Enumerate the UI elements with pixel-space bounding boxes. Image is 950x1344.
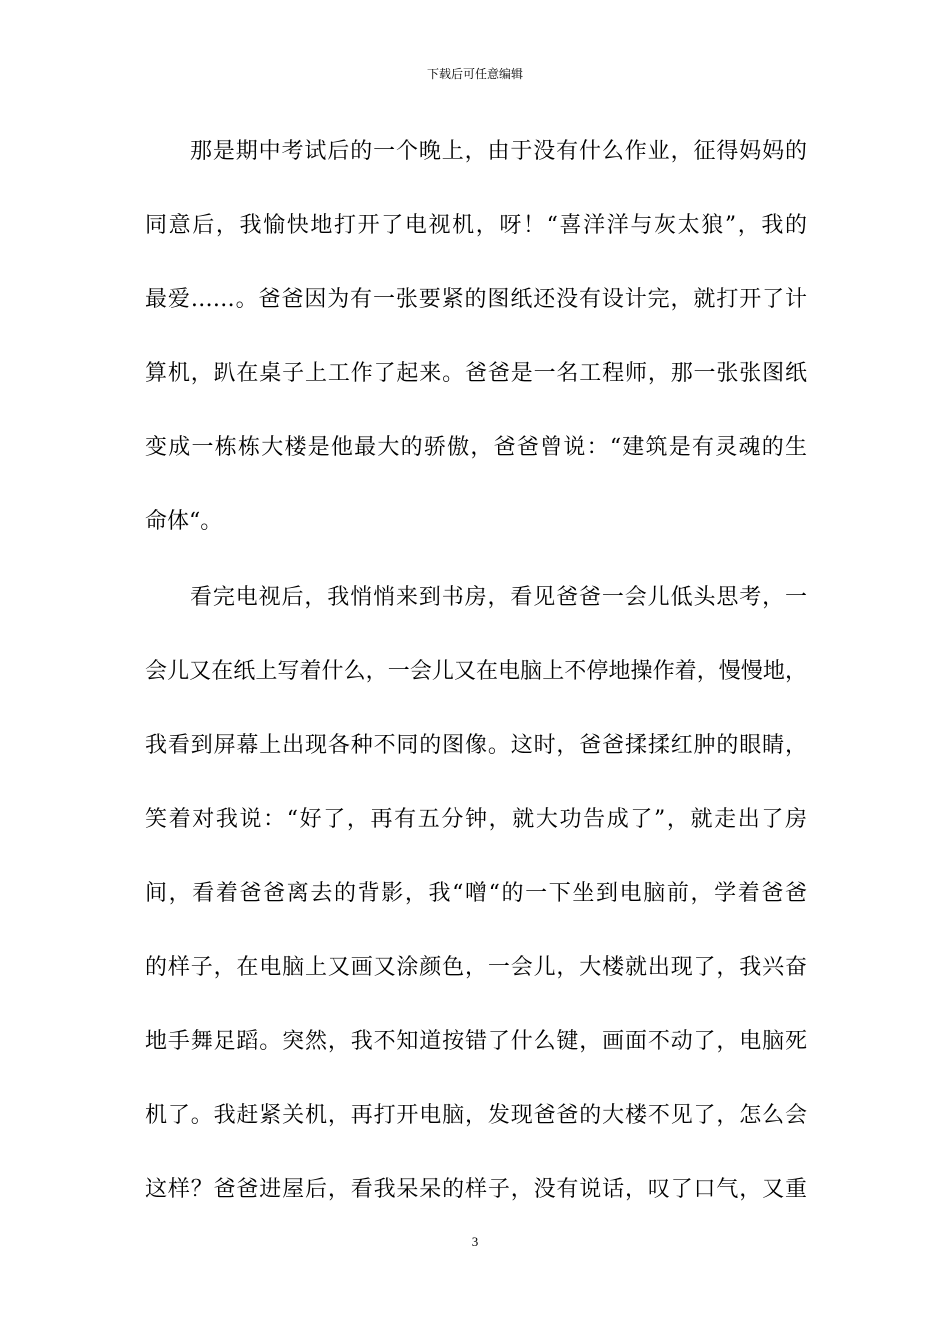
paragraph-1-line-5: 变成一栋栋大楼是他最大的骄傲，爸爸曾说：“建筑是有灵魂的生 <box>145 435 807 460</box>
paragraph-1-line-6: 命体“。 <box>145 509 223 534</box>
page-header: 下载后可任意编辑 <box>426 67 523 81</box>
paragraph-2-line-2: 会儿又在纸上写着什么，一会儿又在电脑上不停地操作着，慢慢地， <box>145 659 807 684</box>
paragraph-1-line-3: 最爱……。爸爸因为有一张要紧的图纸还没有设计完，就打开了计 <box>145 287 807 312</box>
paragraph-2-line-5: 间，看着爸爸离去的背影，我“噌“的一下坐到电脑前，学着爸爸 <box>145 881 807 906</box>
page-number: 3 <box>471 1234 479 1249</box>
paragraph-1-line-1: 那是期中考试后的一个晚上，由于没有什么作业，征得妈妈的 <box>190 139 807 164</box>
paragraph-2-line-8: 机了。我赶紧关机，再打开电脑，发现爸爸的大楼不见了，怎么会 <box>145 1103 807 1128</box>
paragraph-1-line-4: 算机，趴在桌子上工作了起来。爸爸是一名工程师，那一张张图纸 <box>145 361 807 386</box>
paragraph-2-line-4: 笑着对我说：“好了，再有五分钟，就大功告成了”，就走出了房 <box>145 807 807 832</box>
paragraph-2-line-7: 地手舞足蹈。突然，我不知道按错了什么键，画面不动了，电脑死 <box>145 1029 807 1054</box>
paragraph-2-line-6: 的样子，在电脑上又画又涂颜色，一会儿，大楼就出现了，我兴奋 <box>145 955 807 980</box>
paragraph-2-line-1: 看完电视后，我悄悄来到书房，看见爸爸一会儿低头思考，一 <box>190 585 807 610</box>
paragraph-2-line-3: 我看到屏幕上出现各种不同的图像。这时，爸爸揉揉红肿的眼睛， <box>145 733 807 758</box>
paragraph-1-line-2: 同意后，我愉快地打开了电视机，呀！“喜洋洋与灰太狼”，我的 <box>145 213 807 238</box>
paragraph-2-line-9: 这样？爸爸进屋后，看我呆呆的样子，没有说话，叹了口气，又重 <box>145 1177 807 1202</box>
